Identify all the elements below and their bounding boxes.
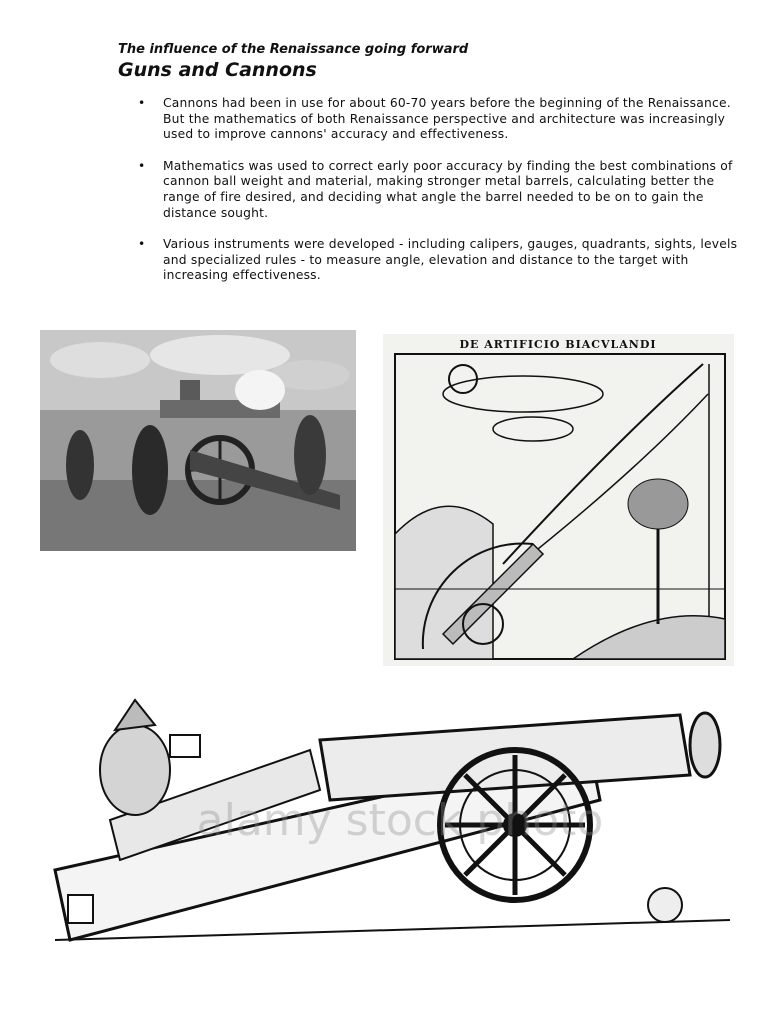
ballistics-woodcut <box>383 334 734 666</box>
battle-scene-drawing <box>40 330 356 551</box>
page-subtitle: The influence of the Renaissance going forward <box>118 42 469 57</box>
watermark-text: alamy stock photo <box>196 795 604 846</box>
bullet-text: Various instruments were developed - including calipers, gauges, quadrants, sights, levels and specialized rules - to measure angle, elevation and distance to the target with increasing effectiveness. <box>163 237 738 283</box>
list-item <box>138 96 748 143</box>
bullet-list <box>138 96 748 300</box>
bullet-text: Cannons had been in use for about 60-70 years before the beginning of the Renaissance. But the mathematics of both Renaissance perspective and architecture was increasingly used to improve cannons' accuracy and effectiveness. <box>163 96 731 142</box>
bullet-text: Mathematics was used to correct early poor accuracy by finding the best combinations of cannon ball weight and material, making stronger metal barrels, calculating better the range of fire desired, and deciding what angle the barrel needed to be on to gain the distance sought. <box>163 158 733 220</box>
bullet-icon: • <box>138 96 146 110</box>
list-item <box>138 159 748 221</box>
battle-scene-engraving <box>40 330 356 551</box>
woodcut-caption: DE ARTIFICIO BIACVLANDI <box>459 338 657 351</box>
list-item <box>138 237 748 284</box>
cannon-drawing <box>40 690 740 950</box>
cannon-woodcut <box>40 690 740 950</box>
bullet-icon: • <box>138 158 146 173</box>
bullet-icon: • <box>138 237 146 252</box>
ballistics-drawing <box>383 334 734 666</box>
page-title: Guns and Cannons <box>118 59 317 81</box>
